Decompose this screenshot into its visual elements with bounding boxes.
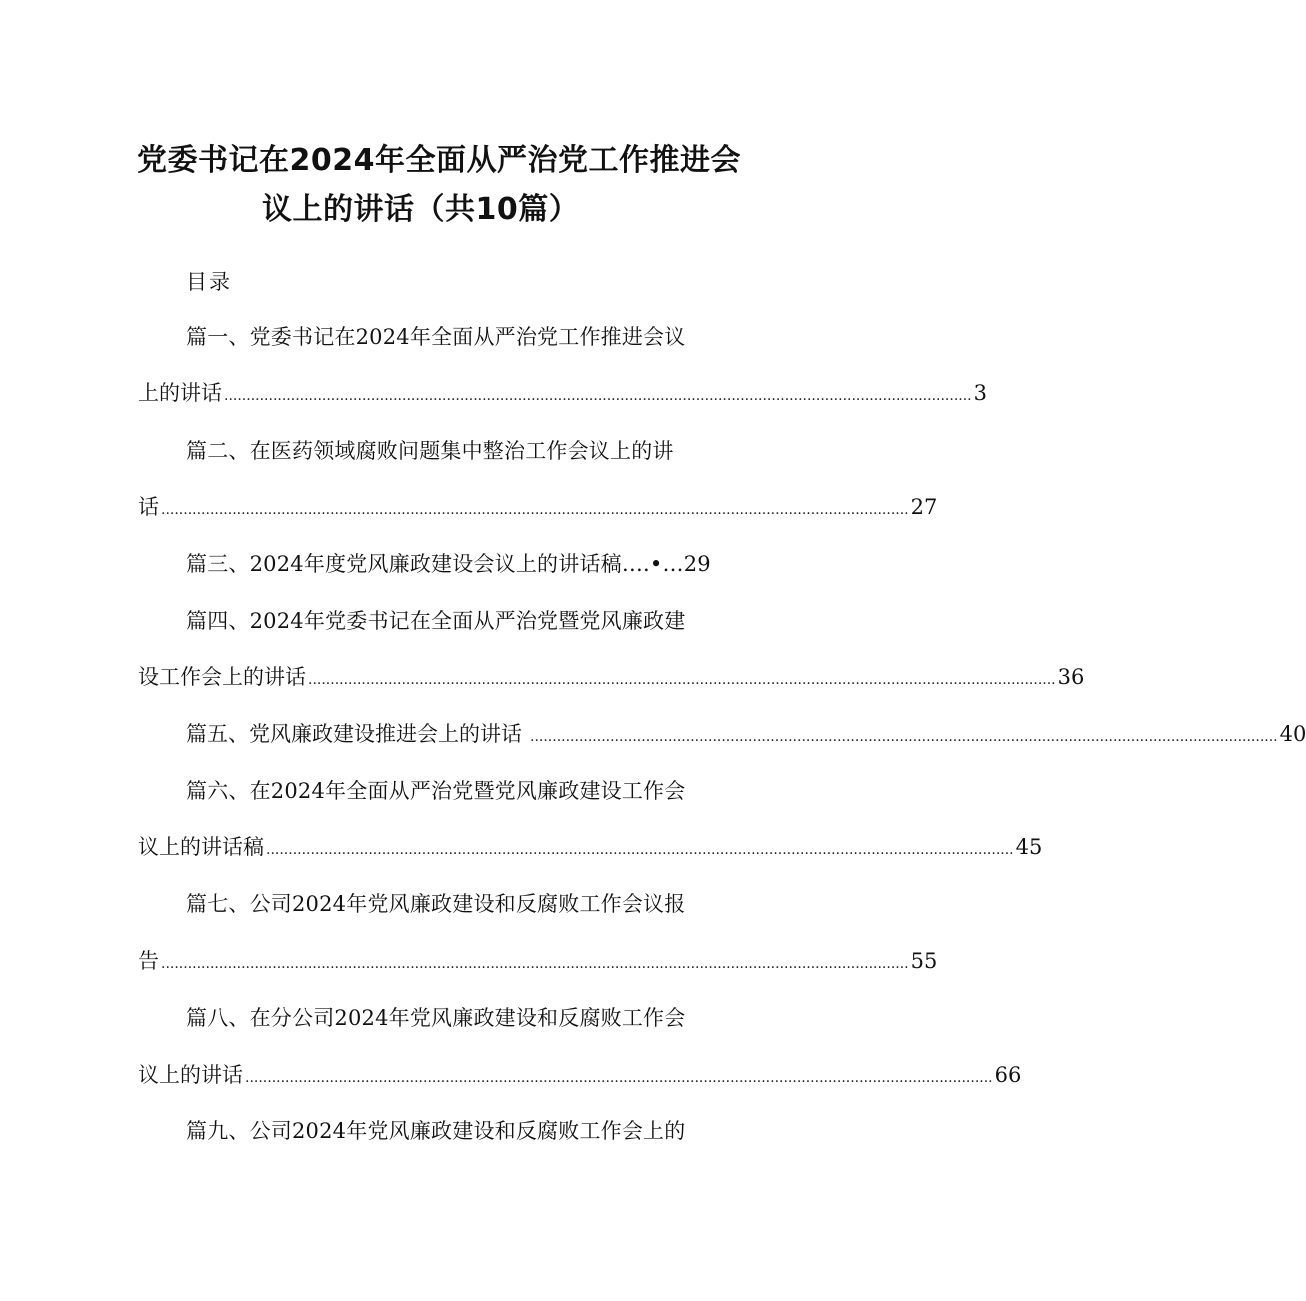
document-title-line-1: 党委书记在2024年全面从严治党工作推进会 (137, 143, 741, 178)
dot-leader: ........................................................................................................................................................................ (266, 842, 1014, 858)
toc-heading: 目录 (186, 270, 232, 294)
toc-entry-7-line-1[interactable]: 篇七、公司2024年党风廉政建设和反腐败工作会议报 (186, 892, 686, 916)
toc-entry-7-text: 告 (138, 949, 159, 973)
toc-entry-1-line-2[interactable] (138, 378, 988, 411)
toc-entry-7-line-2[interactable] (138, 946, 938, 979)
toc-entry-4-line-1[interactable]: 篇四、2024年党委书记在全面从严治党暨党风廉政建 (186, 609, 686, 633)
toc-entry-2-line-1[interactable]: 篇二、在医药领域腐败问题集中整治工作会议上的讲 (186, 439, 674, 463)
dot-leader: ........................................................................................................................................................................ (161, 956, 909, 972)
toc-entry-5-text: 篇五、党风廉政建设推进会上的讲话 (186, 722, 522, 746)
toc-entry-6-line-1[interactable]: 篇六、在2024年全面从严治党暨党风廉政建设工作会 (186, 779, 686, 803)
toc-entry-8-page: 66 (994, 1063, 1022, 1087)
toc-entry-6-page: 45 (1015, 835, 1043, 859)
dot-leader: ........................................................................................................................................................................ (308, 672, 1056, 688)
toc-entry-8-line-2[interactable] (138, 1060, 1022, 1093)
dot-leader: ........................................................................................................................................................................ (161, 502, 909, 518)
toc-entry-3[interactable]: 篇三、2024年度党风廉政建设会议上的讲话稿….•…29 (186, 552, 711, 576)
toc-entry-8-text: 议上的讲话 (138, 1063, 243, 1087)
toc-entry-2-page: 27 (910, 495, 938, 519)
toc-entry-5[interactable] (186, 719, 1306, 752)
toc-entry-6-text: 议上的讲话稿 (138, 835, 264, 859)
toc-entry-9-line-1[interactable]: 篇九、公司2024年党风廉政建设和反腐败工作会上的 (186, 1119, 686, 1143)
toc-entry-7-page: 55 (910, 949, 938, 973)
toc-entry-8-line-1[interactable]: 篇八、在分公司2024年党风廉政建设和反腐败工作会 (186, 1006, 686, 1030)
document-title-line-2: 议上的讲话（共10篇） (262, 192, 580, 227)
toc-entry-6-line-2[interactable] (138, 832, 1043, 865)
toc-entry-4-line-2[interactable] (138, 662, 1085, 695)
toc-entry-1-page: 3 (973, 381, 988, 405)
dot-leader: ........................................................................................................................................................................ (245, 1070, 993, 1086)
toc-entry-5-page: 40 (1279, 722, 1306, 746)
toc-entry-1-text: 上的讲话 (138, 381, 222, 405)
toc-entry-2-text: 话 (138, 495, 159, 519)
dot-leader: ........................................................................................................................................................................ (224, 388, 972, 404)
dot-leader: ........................................................................................................................................................................ (530, 729, 1278, 745)
toc-entry-4-page: 36 (1057, 665, 1085, 689)
toc-entry-4-text: 设工作会上的讲话 (138, 665, 306, 689)
toc-entry-2-line-2[interactable] (138, 492, 938, 525)
toc-entry-1-line-1[interactable]: 篇一、党委书记在2024年全面从严治党工作推进会议 (186, 325, 686, 349)
